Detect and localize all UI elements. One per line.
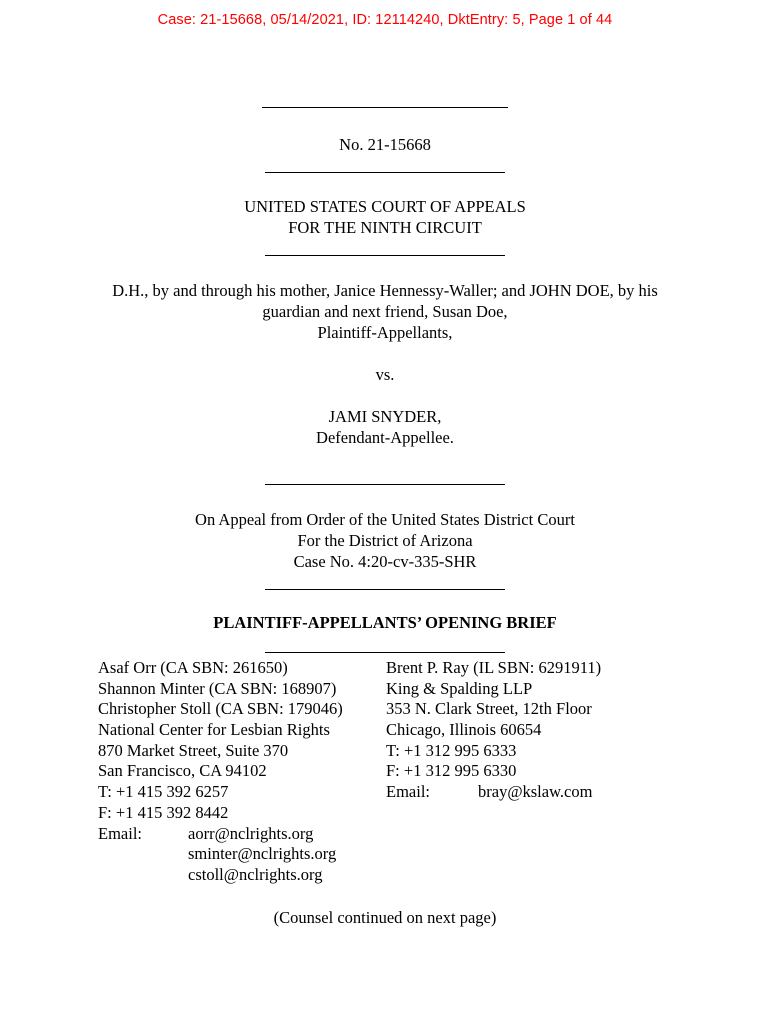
separator-rule-3 [265,255,505,256]
appeal-line-1: On Appeal from Order of the United States District Court [195,510,575,529]
defendant-role: Defendant-Appellee. [316,428,454,447]
counsel-right-line: Brent P. Ray (IL SBN: 6291911) [386,658,602,677]
counsel-left-line: 870 Market Street, Suite 370 [98,740,289,760]
counsel-left-line: San Francisco, CA 94102 [98,761,267,781]
counsel-right-line: F: +1 312 995 6330 [386,761,517,781]
counsel-right-email-row [386,782,601,803]
case-number: No. 21-15668 [339,135,431,154]
counsel-left-line: F: +1 415 392 8442 [98,802,229,822]
counsel-right-line: T: +1 312 995 6333 [386,740,517,760]
email-address: sminter@nclrights.org [188,844,337,864]
separator-rule-5 [265,589,505,590]
counsel-right-line: 353 N. Clark Street, 12th Floor [386,699,592,719]
court-name-line-1: UNITED STATES COURT OF APPEALS [244,197,526,216]
email-label: Email: [386,782,430,802]
counsel-right-line: King & Spalding LLP [386,678,533,698]
plaintiffs-role: Plaintiff-Appellants, [317,323,453,342]
counsel-left-block [98,658,343,886]
brief-title: PLAINTIFF-APPELLANTS’ OPENING BRIEF [213,613,557,632]
counsel-left-line: National Center for Lesbian Rights [98,720,330,740]
counsel-right-block [386,658,601,803]
defendant-name: JAMI SNYDER, [328,407,442,426]
counsel-left-line: T: +1 415 392 6257 [98,782,229,802]
appeal-line-2: For the District of Arizona [297,531,473,550]
counsel-left-email-row [98,824,343,845]
counsel-continued-note: (Counsel continued on next page) [273,908,497,927]
email-address: bray@kslaw.com [478,782,593,802]
email-label: Email: [98,823,142,843]
counsel-right-line: Chicago, Illinois 60654 [386,720,542,740]
email-address: cstoll@nclrights.org [188,864,323,884]
separator-rule-6 [265,652,505,653]
separator-rule-1 [262,107,508,108]
counsel-left-line: Christopher Stoll (CA SBN: 179046) [98,699,343,719]
plaintiffs-line-1: D.H., by and through his mother, Janice Hennessy-Waller; and JOHN DOE, by his [112,281,658,300]
email-address: aorr@nclrights.org [188,823,314,843]
counsel-left-line: Asaf Orr (CA SBN: 261650) [98,658,288,677]
counsel-left-line: Shannon Minter (CA SBN: 168907) [98,678,337,698]
separator-rule-2 [265,172,505,173]
court-name-line-2: FOR THE NINTH CIRCUIT [288,218,482,237]
plaintiffs-line-2: guardian and next friend, Susan Doe, [262,302,508,321]
docket-stamp: Case: 21-15668, 05/14/2021, ID: 12114240, DktEntry: 5, Page 1 of 44 [157,12,613,28]
separator-rule-4 [265,484,505,485]
versus: vs. [375,365,395,384]
appeal-line-3: Case No. 4:20-cv-335-SHR [293,552,477,571]
